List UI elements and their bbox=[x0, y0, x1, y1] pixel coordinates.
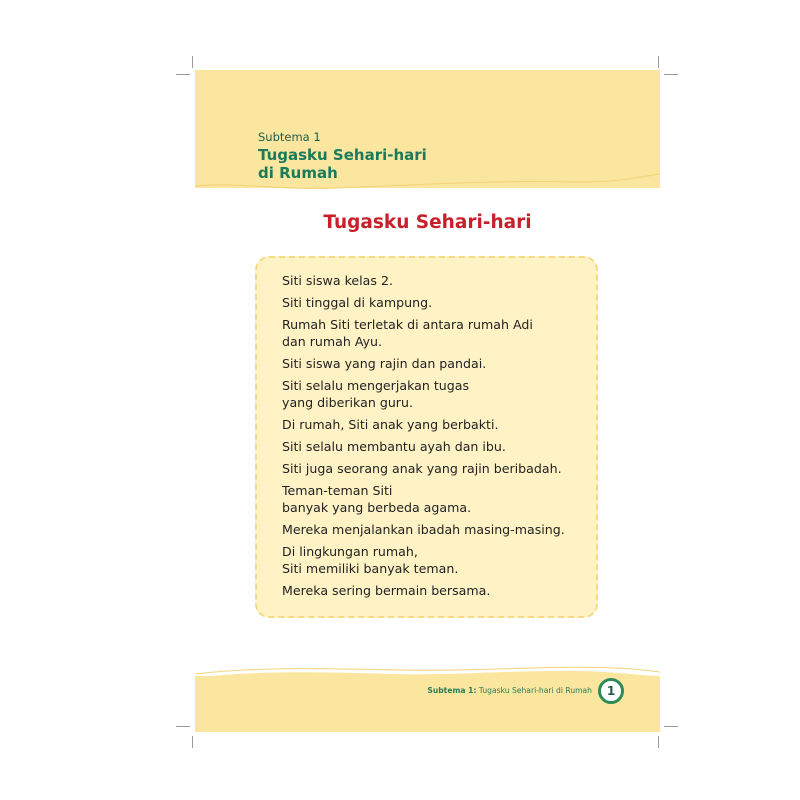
crop-mark-bottom-left-v bbox=[192, 736, 193, 748]
text-line: Siti siswa kelas 2. bbox=[282, 273, 393, 288]
page-number-badge: 1 bbox=[598, 678, 624, 704]
text-line: Siti selalu mengerjakan tugas bbox=[282, 378, 470, 393]
header-subtema-title-line1: Tugasku Sehari-hari bbox=[258, 146, 427, 164]
crop-mark-bottom-right-h bbox=[664, 726, 678, 727]
crop-mark-top-left-v bbox=[192, 56, 193, 68]
page-title: Tugasku Sehari-hari bbox=[323, 212, 532, 233]
crop-mark-top-left-h bbox=[176, 74, 190, 75]
text-line: Rumah Siti terletak di antara rumah Adi bbox=[282, 317, 533, 332]
text-line: Siti selalu membantu ayah dan ibu. bbox=[282, 439, 506, 454]
footer-wave-edge bbox=[195, 664, 660, 688]
crop-mark-bottom-right-v bbox=[658, 736, 659, 748]
header-subtema-label: Subtema 1 bbox=[258, 130, 321, 144]
text-line: dan rumah Ayu. bbox=[282, 334, 383, 349]
header-subtema-title-line2: di Rumah bbox=[258, 164, 338, 182]
footer-subtema bbox=[380, 686, 592, 695]
text-line: Di lingkungan rumah, bbox=[282, 544, 418, 559]
text-line: Mereka sering bermain bersama. bbox=[282, 583, 491, 598]
crop-mark-top-right-h bbox=[664, 74, 678, 75]
text-line: Mereka menjalankan ibadah masing-masing. bbox=[282, 522, 565, 537]
text-line: Siti juga seorang anak yang rajin beribadah. bbox=[282, 461, 562, 476]
text-line: yang diberikan guru. bbox=[282, 395, 413, 410]
text-line: banyak yang berbeda agama. bbox=[282, 500, 472, 515]
crop-mark-top-right-v bbox=[658, 56, 659, 68]
reading-text bbox=[282, 272, 592, 599]
text-line: Teman-teman Siti bbox=[282, 483, 393, 498]
crop-mark-bottom-left-h bbox=[176, 726, 190, 727]
footer-subtema-title: Tugasku Sehari-hari di Rumah bbox=[476, 686, 592, 695]
text-line: Di rumah, Siti anak yang berbakti. bbox=[282, 417, 499, 432]
text-line: Siti siswa yang rajin dan pandai. bbox=[282, 356, 487, 371]
text-line: Siti tinggal di kampung. bbox=[282, 295, 433, 310]
header-subtema-title bbox=[258, 146, 478, 182]
footer-subtema-label: Subtema 1: bbox=[427, 686, 477, 695]
text-line: Siti memiliki banyak teman. bbox=[282, 561, 459, 576]
